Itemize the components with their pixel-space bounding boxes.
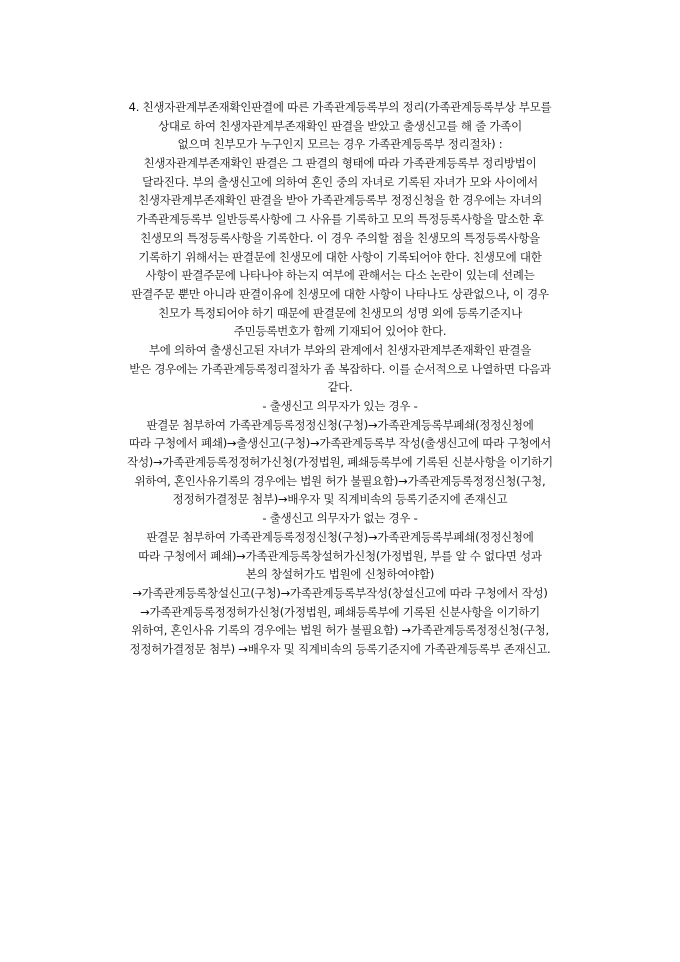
text-line: 판결주문 뿐만 아니라 판결이유에 친생모에 대한 사항이 나타나도 상관없으나, 이 경우 [131, 286, 549, 301]
text-line: →가족관계등록창설신고(구청)→가족관계등록부작성(창설신고에 따라 구청에서 작성) [132, 585, 548, 600]
text-line: 위하여, 혼인사유 기록의 경우에는 법원 허가 불필요함) →가족관계등록정정신청(구청, [131, 623, 549, 638]
section-heading: - 출생신고 의무자가 없는 경우 - [262, 511, 418, 526]
text-line: 부에 의하여 출생신고된 자녀가 부와의 관계에서 친생자관계부존재확인 판결을 [148, 342, 532, 357]
text-line: →가족관계등록정정허가신청(가정법원, 폐쇄등록부에 기록된 신분사항을 이기하기 [140, 604, 540, 619]
text-line: 주민등록번호가 함께 기재되어 있어야 한다. [233, 324, 447, 339]
text-line: 달라진다. 부의 출생신고에 의하여 혼인 중의 자녀로 기록된 자녀가 모와 사이에서 [142, 174, 538, 189]
text-line: 친모가 특정되어야 하기 때문에 판결문에 친생모의 성명 외에 등록기준지나 [158, 305, 522, 320]
text-line: 없으며 친부모가 누구인지 모르는 경우 가족관계등록부 정리절차) : [177, 137, 503, 152]
text-line: 본의 창설허가도 법원에 신청하여야함) [245, 567, 435, 582]
text-line: 상대로 하여 친생자관계부존재확인 판결을 받았고 출생신고를 해 줄 가족이 [158, 118, 522, 133]
text-line: 받은 경우에는 가족관계등록정리절차가 좀 복잡하다. 이를 순서적으로 나열하면 다음과 [129, 361, 551, 376]
text-line: 정정허가결정문 첨부) →배우자 및 직계비속의 등록기준지에 가족관계등록부 존재신고. [129, 641, 551, 656]
text-line: 작성)→가족관계등록정정허가신청(가정법원, 폐쇄등록부에 기록된 신분사항을 이기하기 [127, 455, 553, 470]
text-line: 정정허가결정문 첨부)→배우자 및 직계비속의 등록기준지에 존재신고 [172, 492, 508, 507]
text-line: 친생자관계부존재확인 판결은 그 판결의 형태에 따라 가족관계등록부 정리방법이 [143, 156, 537, 171]
text-line: 판결문 첨부하여 가족관계등록정정신청(구청)→가족관계등록부폐쇄(정정신청에 [146, 417, 534, 432]
text-line: 따라 구청에서 폐쇄)→출생신고(구청)→가족관계등록부 작성(출생신고에 따라 구청에서 [129, 436, 551, 451]
text-line: 사항이 판결주문에 나타나야 하는지 여부에 관해서는 다소 논란이 있는데 선례는 [145, 268, 535, 283]
text-line: 친생모의 특정등록사항을 기록한다. 이 경우 주의할 점을 친생모의 특정등록사항을 [140, 230, 540, 245]
text-line: 4. 친생자관계부존재확인판결에 따른 가족관계등록부의 정리(가족관계등록부상 부모를 [128, 100, 552, 114]
text-line: 위하여, 혼인사유기록의 경우에는 법원 허가 불필요함)→가족관계등록정정신청(구청, [134, 473, 546, 488]
document-body [86, 98, 594, 659]
text-line: 판결문 첨부하여 가족관계등록정정신청(구청)→가족관계등록부폐쇄(정정신청에 [146, 529, 534, 544]
text-line: 같다. [327, 380, 353, 395]
section-heading: - 출생신고 의무자가 있는 경우 - [262, 399, 418, 413]
text-line: 가족관계등록부 일반등록사항에 그 사유를 기록하고 모의 특정등록사항을 말소한 후 [136, 212, 544, 227]
text-line: 친생자관계부존재확인 판결을 받아 가족관계등록부 정정신청을 한 경우에는 자녀의 [138, 193, 542, 208]
text-line: 기록하기 위해서는 판결문에 친생모에 대한 사항이 기록되어야 한다. 친생모에 대한 [138, 249, 542, 264]
text-line: 따라 구청에서 폐쇄)→가족관계등록창설허가신청(가정법원, 부를 알 수 없다면 성과 [138, 548, 542, 563]
